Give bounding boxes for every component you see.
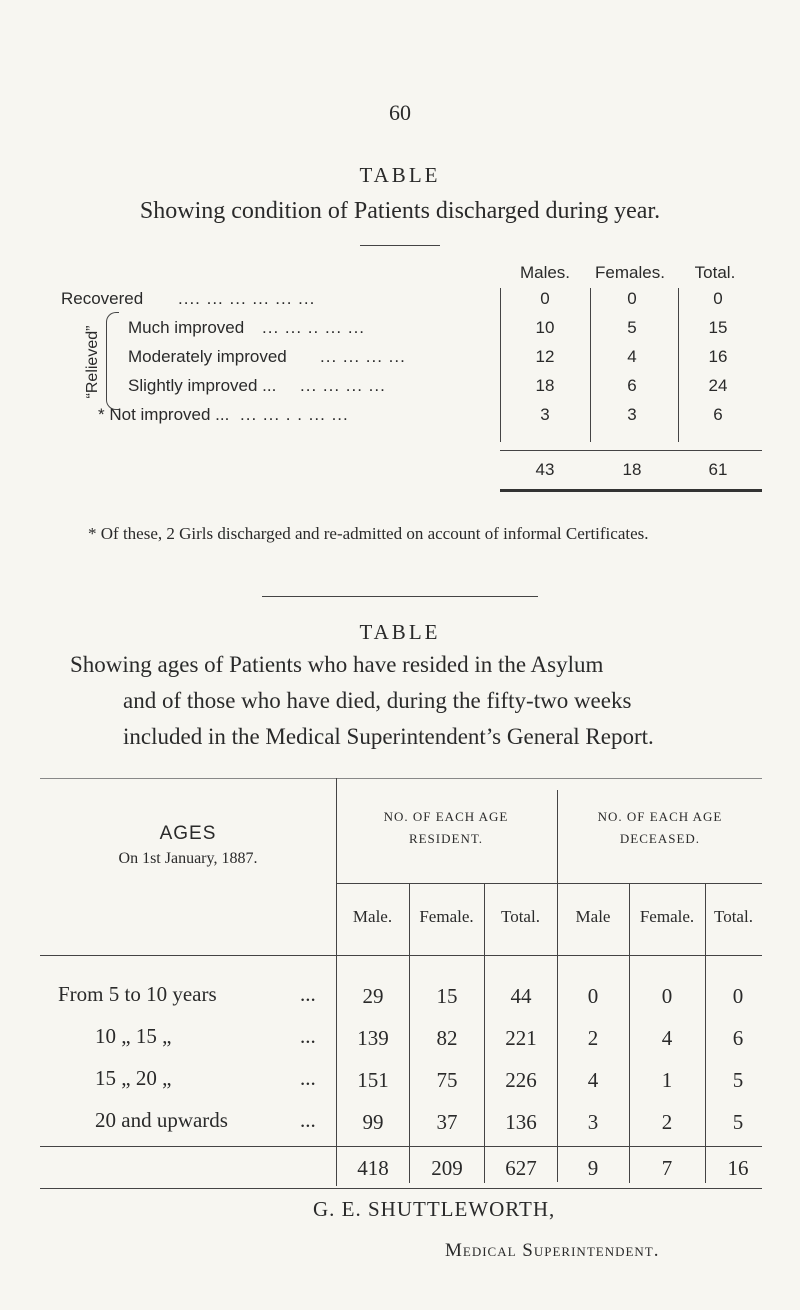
table1-col-males: Males. bbox=[519, 263, 571, 282]
row-females: 4 bbox=[627, 347, 637, 366]
group-resident bbox=[336, 806, 556, 850]
group-resident-line1: NO. OF EACH AGE bbox=[383, 809, 509, 824]
total-dec-female: 7 bbox=[661, 1156, 673, 1180]
table2-subtitle-line3: included in the Medical Superintendent’s General Report. bbox=[123, 724, 654, 749]
cell-res-female: 37 bbox=[436, 1110, 458, 1134]
table2-header-rule bbox=[40, 955, 762, 956]
row-females: 5 bbox=[627, 318, 637, 337]
cell-dec-total: 5 bbox=[732, 1110, 744, 1134]
row-leader: ... bbox=[300, 1024, 316, 1048]
table1-subtitle: Showing condition of Patients discharged during year. bbox=[139, 198, 661, 224]
row-total: 0 bbox=[713, 289, 723, 308]
row-leader: .... ... ... ... ... ... bbox=[178, 289, 316, 308]
cell-dec-female: 1 bbox=[661, 1068, 673, 1092]
ages-header: AGES bbox=[159, 823, 217, 844]
cell-res-male: 139 bbox=[357, 1026, 389, 1050]
cell-res-female: 15 bbox=[436, 984, 458, 1008]
row-leader: ... bbox=[300, 1066, 316, 1090]
cell-dec-male: 0 bbox=[587, 984, 599, 1008]
row-label: From 5 to 10 years bbox=[58, 982, 217, 1006]
cell-res-total: 44 bbox=[510, 984, 532, 1008]
table1-bottom-rule bbox=[500, 489, 762, 492]
total-dec-total: 16 bbox=[727, 1156, 749, 1180]
row-females: 3 bbox=[627, 405, 637, 424]
table1-rule-left bbox=[500, 288, 501, 442]
cell-res-total: 221 bbox=[505, 1026, 537, 1050]
table2-bottom-rule bbox=[40, 1188, 762, 1189]
total-dec-male: 9 bbox=[587, 1156, 599, 1180]
subcol-dec-male: Male bbox=[575, 907, 611, 926]
table1-heading: TABLE bbox=[359, 163, 441, 187]
cell-dec-female: 0 bbox=[661, 984, 673, 1008]
table2-heading: TABLE bbox=[359, 620, 441, 644]
table2-top-rule bbox=[40, 778, 762, 779]
row-females: 0 bbox=[627, 289, 637, 308]
cell-res-total: 226 bbox=[505, 1068, 537, 1092]
ages-subheader: On 1st January, 1887. bbox=[118, 850, 258, 867]
group-deceased-line2: DECEASED. bbox=[619, 831, 701, 846]
row-leader: ... bbox=[300, 982, 316, 1006]
cell-dec-total: 0 bbox=[732, 984, 744, 1008]
row-label: 20 and upwards bbox=[95, 1108, 228, 1132]
row-label: 10 „ 15 „ bbox=[95, 1024, 172, 1048]
cell-dec-female: 2 bbox=[661, 1110, 673, 1134]
cell-dec-total: 6 bbox=[732, 1026, 744, 1050]
row-label: Much improved bbox=[128, 318, 245, 337]
row-males: 10 bbox=[535, 318, 555, 337]
signature-name: G. E. SHUTTLEWORTH, bbox=[313, 1197, 556, 1221]
row-total: 15 bbox=[708, 318, 728, 337]
total-females: 18 bbox=[622, 460, 642, 479]
cell-res-male: 99 bbox=[362, 1110, 384, 1134]
cell-res-male: 151 bbox=[357, 1068, 389, 1092]
subcol-dec-female: Female. bbox=[639, 907, 695, 926]
row-leader: ... ... .. ... ... bbox=[262, 318, 366, 337]
row-leader: ... ... ... ... bbox=[300, 376, 386, 395]
subcol-res-female: Female. bbox=[419, 907, 474, 926]
table1-total-rule bbox=[500, 450, 762, 451]
row-leader: ... bbox=[300, 1108, 316, 1132]
table1-rule-mid bbox=[590, 288, 591, 442]
subcol-dec-total: Total. bbox=[714, 907, 753, 926]
cell-res-female: 82 bbox=[436, 1026, 458, 1050]
table2-subtitle-line1: Showing ages of Patients who have resided in the Asylum bbox=[70, 652, 604, 677]
total-res-total: 627 bbox=[505, 1156, 537, 1180]
cell-dec-male: 2 bbox=[587, 1026, 599, 1050]
table2-total-rule bbox=[40, 1146, 762, 1147]
row-males: 18 bbox=[535, 376, 555, 395]
row-label: * Not improved ... bbox=[98, 405, 230, 424]
total-res-male: 418 bbox=[357, 1156, 389, 1180]
group-deceased bbox=[558, 806, 762, 850]
table1-group-label: “Relieved” bbox=[84, 325, 101, 399]
section-divider bbox=[262, 596, 538, 597]
subcol-res-male: Male. bbox=[352, 907, 393, 926]
cell-dec-female: 4 bbox=[661, 1026, 673, 1050]
row-males: 3 bbox=[540, 405, 550, 424]
row-total: 24 bbox=[708, 376, 728, 395]
table1-col-total: Total. bbox=[694, 263, 736, 282]
total-males: 43 bbox=[535, 460, 555, 479]
total-total: 61 bbox=[708, 460, 728, 479]
row-label: Slightly improved ... bbox=[128, 376, 277, 395]
row-females: 6 bbox=[627, 376, 637, 395]
row-leader: ... ... . . ... ... bbox=[240, 405, 349, 424]
cell-res-male: 29 bbox=[362, 984, 384, 1008]
table1-footnote: * Of these, 2 Girls discharged and re-admitted on account of informal Certificates. bbox=[88, 524, 649, 543]
table1-group-brace bbox=[106, 312, 119, 410]
table2-subtitle-line2: and of those who have died, during the fifty-two weeks bbox=[123, 688, 632, 713]
table1-col-females: Females. bbox=[595, 263, 665, 282]
cell-dec-male: 3 bbox=[587, 1110, 599, 1134]
cell-res-total: 136 bbox=[505, 1110, 537, 1134]
cell-res-female: 75 bbox=[436, 1068, 458, 1092]
cell-dec-total: 5 bbox=[732, 1068, 744, 1092]
signature-title: Medical Superintendent. bbox=[445, 1240, 660, 1261]
row-total: 16 bbox=[708, 347, 728, 366]
page-number: 60 bbox=[389, 100, 411, 125]
row-label: Moderately improved bbox=[128, 347, 287, 366]
total-res-female: 209 bbox=[431, 1156, 463, 1180]
row-label: Recovered bbox=[61, 289, 144, 308]
table1-title-rule bbox=[360, 245, 440, 246]
group-resident-line2: RESIDENT. bbox=[408, 831, 484, 846]
subcol-res-total: Total. bbox=[501, 907, 540, 926]
row-label: 15 „ 20 „ bbox=[95, 1066, 172, 1090]
group-deceased-line1: NO. OF EACH AGE bbox=[597, 809, 723, 824]
row-males: 0 bbox=[540, 289, 550, 308]
cell-dec-male: 4 bbox=[587, 1068, 599, 1092]
table2-group-rule bbox=[336, 883, 762, 884]
row-males: 12 bbox=[535, 347, 555, 366]
row-total: 6 bbox=[713, 405, 723, 424]
row-leader: ... ... ... ... bbox=[320, 347, 406, 366]
